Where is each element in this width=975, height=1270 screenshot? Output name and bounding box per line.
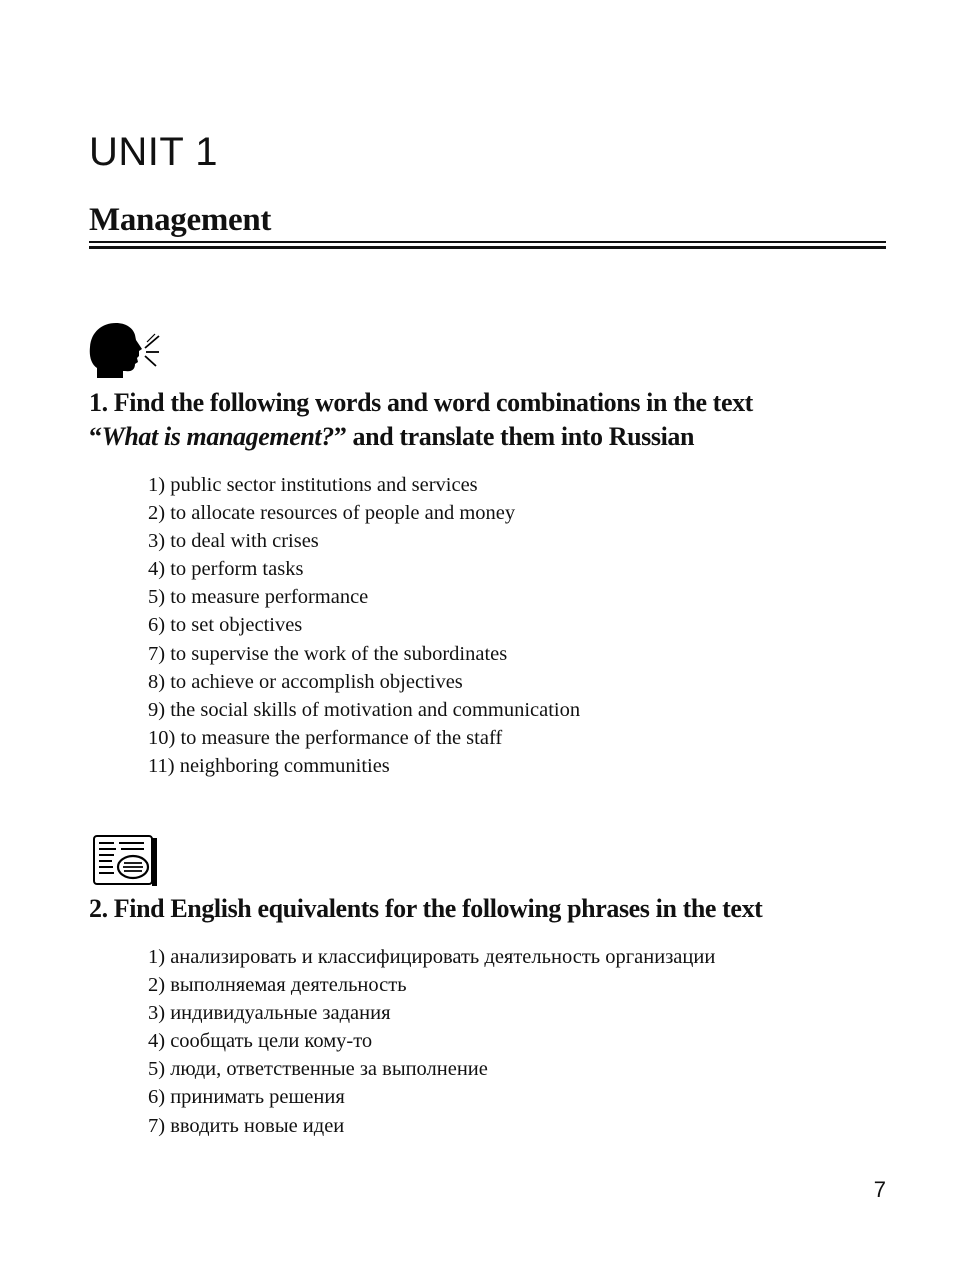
list-item: 2) to allocate resources of people and money [148, 502, 516, 525]
quote-open: “ [89, 422, 102, 451]
section-divider [89, 241, 886, 249]
list-item: 4) сообщать цели кому-то [148, 1030, 373, 1053]
section-title: Management [89, 202, 272, 238]
speaking-head-icon [89, 320, 161, 382]
list-item: 1) public sector institutions and services [148, 474, 478, 496]
exercise-2-heading: 2. Find English equivalents for the following phrases in the text [89, 894, 763, 923]
list-item: 5) to measure performance [148, 586, 369, 609]
list-item: 7) вводить новые идеи [148, 1114, 345, 1137]
list-item: 5) люди, ответственные за выполнение [148, 1058, 488, 1081]
text-title: What is management? [101, 422, 334, 451]
exercise-1-heading-line1: 1. Find the following words and word combinations in the text [89, 388, 753, 417]
exercise-1-heading-rest: and translate them into Russian [346, 422, 695, 451]
list-item: 10) to measure the performance of the staff [148, 726, 503, 749]
exercise-1-list [148, 471, 580, 780]
list-item: 11) neighboring communities [148, 754, 390, 777]
list-item: 6) to set objectives [148, 614, 303, 637]
list-item: 7) to supervise the work of the subordinates [148, 642, 508, 665]
list-item: 4) to perform tasks [148, 558, 304, 581]
exercise-1-heading [89, 386, 889, 454]
quote-close: ” [333, 422, 347, 451]
list-item: 1) анализировать и классифицировать деятельность организации [148, 946, 716, 968]
list-item: 3) to deal with crises [148, 530, 319, 553]
list-item: 9) the social skills of motivation and communication [148, 698, 581, 721]
list-item: 8) to achieve or accomplish objectives [148, 670, 463, 693]
exercise-2-list [148, 943, 715, 1140]
list-item: 6) принимать решения [148, 1086, 345, 1109]
list-item: 3) индивидуальные задания [148, 1002, 391, 1025]
page-number: 7 [873, 1177, 886, 1202]
unit-title: UNIT 1 [89, 130, 218, 174]
list-item: 2) выполняемая деятельность [148, 974, 407, 997]
reading-text-icon [92, 834, 160, 888]
